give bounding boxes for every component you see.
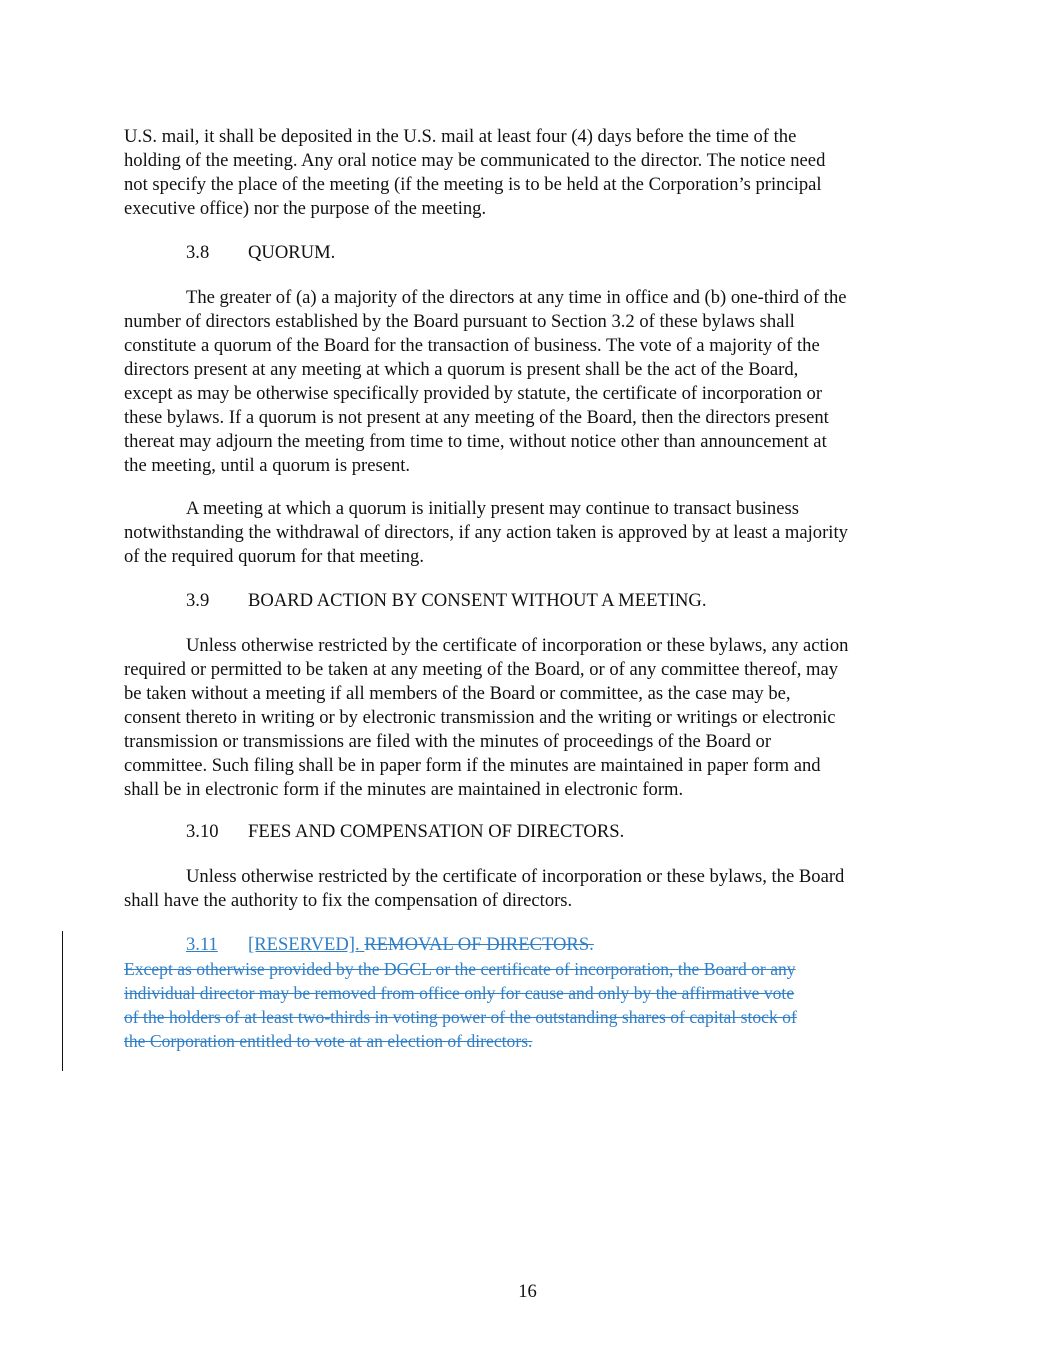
section-number: 3.10 — [186, 821, 219, 842]
deleted-text-line: of the holders of at least two-thirds in voting power of the outstanding shares of capital stock of — [124, 1007, 797, 1027]
text-line: except as may be otherwise specifically provided by statute, the certificate of incorporation or — [124, 383, 823, 404]
text-line: the meeting, until a quorum is present. — [124, 455, 411, 476]
section-number: 3.9 — [186, 590, 210, 611]
text-line: Unless otherwise restricted by the certificate of incorporation or these bylaws, any action — [186, 635, 849, 656]
text-line: not specify the place of the meeting (if the meeting is to be held at the Corporation’s principal — [124, 174, 822, 195]
paragraph-quorum-1 — [124, 286, 936, 478]
section-heading-3-10 — [186, 820, 624, 844]
text-line: consent thereto in writing or by electronic transmission and the writing or writings or electronic — [124, 707, 836, 728]
paragraph-fees — [124, 865, 936, 913]
paragraph-removal-deleted — [124, 957, 936, 1053]
text-line: U.S. mail, it shall be deposited in the U.S. mail at least four (4) days before the time of the — [124, 126, 797, 147]
text-line: transmission or transmissions are filed with the minutes of proceedings of the Board or — [124, 731, 772, 752]
deleted-text-line: individual director may be removed from office only for cause and only by the affirmative vote — [124, 983, 795, 1003]
text-line: constitute a quorum of the Board for the transaction of business. The vote of a majority of the — [124, 335, 820, 356]
paragraph-notice — [124, 125, 936, 221]
section-number: 3.8 — [186, 242, 210, 263]
text-line: executive office) nor the purpose of the meeting. — [124, 198, 487, 219]
section-number-inserted: 3.11 — [186, 934, 218, 955]
section-title: FEES AND COMPENSATION OF DIRECTORS. — [248, 821, 625, 842]
text-line: A meeting at which a quorum is initially present may continue to transact business — [186, 498, 799, 519]
page-number: 16 — [518, 1281, 537, 1302]
text-line: shall have the authority to fix the compensation of directors. — [124, 890, 573, 911]
section-title-deleted: REMOVAL OF DIRECTORS. — [364, 934, 594, 955]
text-line: number of directors established by the Board pursuant to Section 3.2 of these bylaws shall — [124, 311, 795, 332]
section-title: BOARD ACTION BY CONSENT WITHOUT A MEETING. — [248, 590, 707, 611]
section-heading-3-11 — [186, 933, 594, 957]
text-line: holding of the meeting. Any oral notice may be communicated to the director. The notice need — [124, 150, 826, 171]
section-heading-3-9 — [186, 589, 706, 613]
text-line: thereat may adjourn the meeting from time to time, without notice other than announcement at — [124, 431, 827, 452]
paragraph-quorum-2 — [124, 497, 936, 569]
text-line: be taken without a meeting if all members of the Board or committee, as the case may be, — [124, 683, 791, 704]
section-title-inserted: [RESERVED]. — [248, 934, 360, 955]
section-heading-3-8 — [186, 241, 335, 265]
change-bar — [62, 931, 63, 1071]
deleted-text-line: the Corporation entitled to vote at an election of directors. — [124, 1031, 533, 1051]
text-line: of the required quorum for that meeting. — [124, 546, 424, 567]
section-title: QUORUM. — [248, 242, 336, 263]
text-line: notwithstanding the withdrawal of directors, if any action taken is approved by at least a majority — [124, 522, 848, 543]
paragraph-consent — [124, 634, 936, 802]
text-line: these bylaws. If a quorum is not present at any meeting of the Board, then the directors present — [124, 407, 829, 428]
text-line: shall be in electronic form if the minutes are maintained in electronic form. — [124, 779, 684, 800]
text-line: directors present at any meeting at which a quorum is present shall be the act of the Board, — [124, 359, 799, 380]
text-line: committee. Such filing shall be in paper form if the minutes are maintained in paper form and — [124, 755, 821, 776]
deleted-text-line: Except as otherwise provided by the DGCL or the certificate of incorporation, the Board or any — [124, 959, 796, 979]
text-line: required or permitted to be taken at any meeting of the Board, or of any committee thereof, may — [124, 659, 839, 680]
text-line: The greater of (a) a majority of the directors at any time in office and (b) one-third of the — [186, 287, 847, 308]
text-line: Unless otherwise restricted by the certificate of incorporation or these bylaws, the Board — [186, 866, 845, 887]
